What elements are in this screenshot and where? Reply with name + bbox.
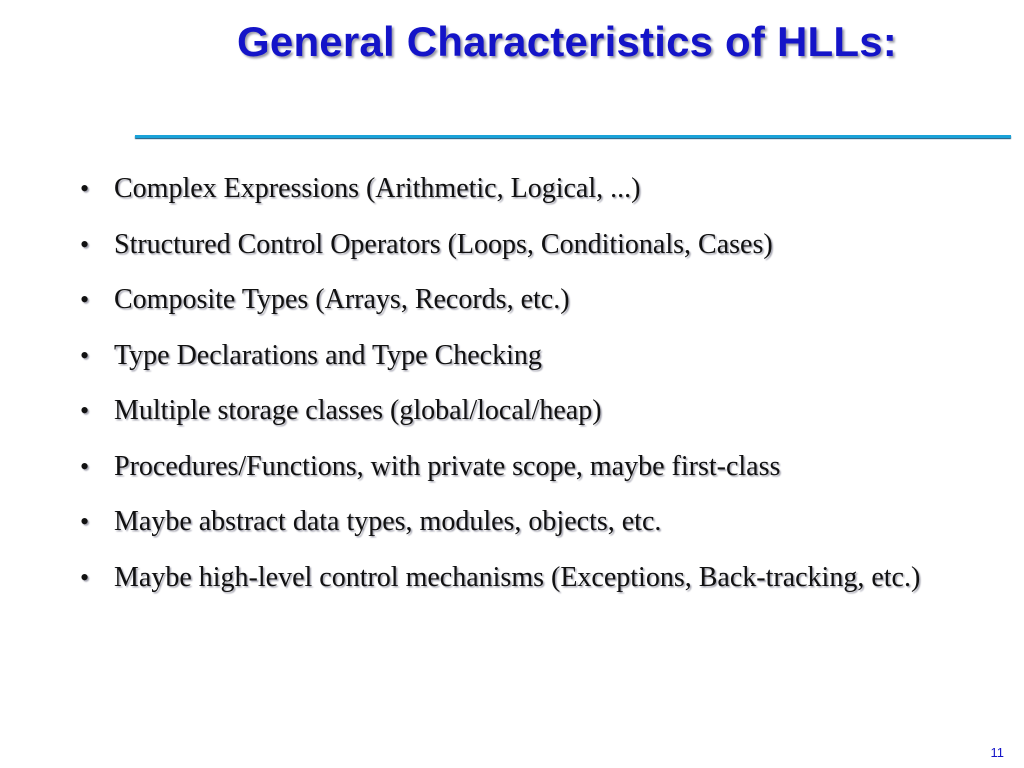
bullet-item [80,448,980,485]
bullet-text: Structured Control Operators (Loops, Conditionals, Cases) [114,228,773,260]
bullet-item [80,559,980,596]
bullet-text: Multiple storage classes (global/local/heap) [114,395,602,426]
bullet-item [80,281,980,318]
bullet-marker: • [80,507,90,536]
slide-title: General Characteristics of HLLs: [237,18,897,65]
bullet-text: Type Declarations and Type Checking [114,339,542,371]
bullet-list [80,170,980,614]
bullet-item [80,170,980,207]
bullet-text: Procedures/Functions, with private scope, maybe first-class [114,450,781,482]
bullet-text: Complex Expressions (Arithmetic, Logical, ...) [114,173,641,204]
bullet-item [80,337,980,374]
bullet-marker: • [80,174,90,203]
bullet-marker: • [80,562,90,592]
bullet-text: Maybe high-level control mechanisms (Exceptions, Back-tracking, etc.) [114,561,921,593]
page-number: 11 [990,745,1004,760]
bullet-marker: • [80,285,90,314]
bullet-text: Composite Types (Arrays, Records, etc.) [114,284,570,315]
bullet-item [80,392,980,429]
bullet-marker: • [80,229,90,259]
bullet-text: Maybe abstract data types, modules, objects, etc. [114,506,662,537]
bullet-item [80,503,980,540]
bullet-item [80,226,980,263]
title-underline-rule [135,135,1011,138]
bullet-marker: • [80,396,90,425]
bullet-marker: • [80,451,90,481]
bullet-marker: • [80,340,90,370]
